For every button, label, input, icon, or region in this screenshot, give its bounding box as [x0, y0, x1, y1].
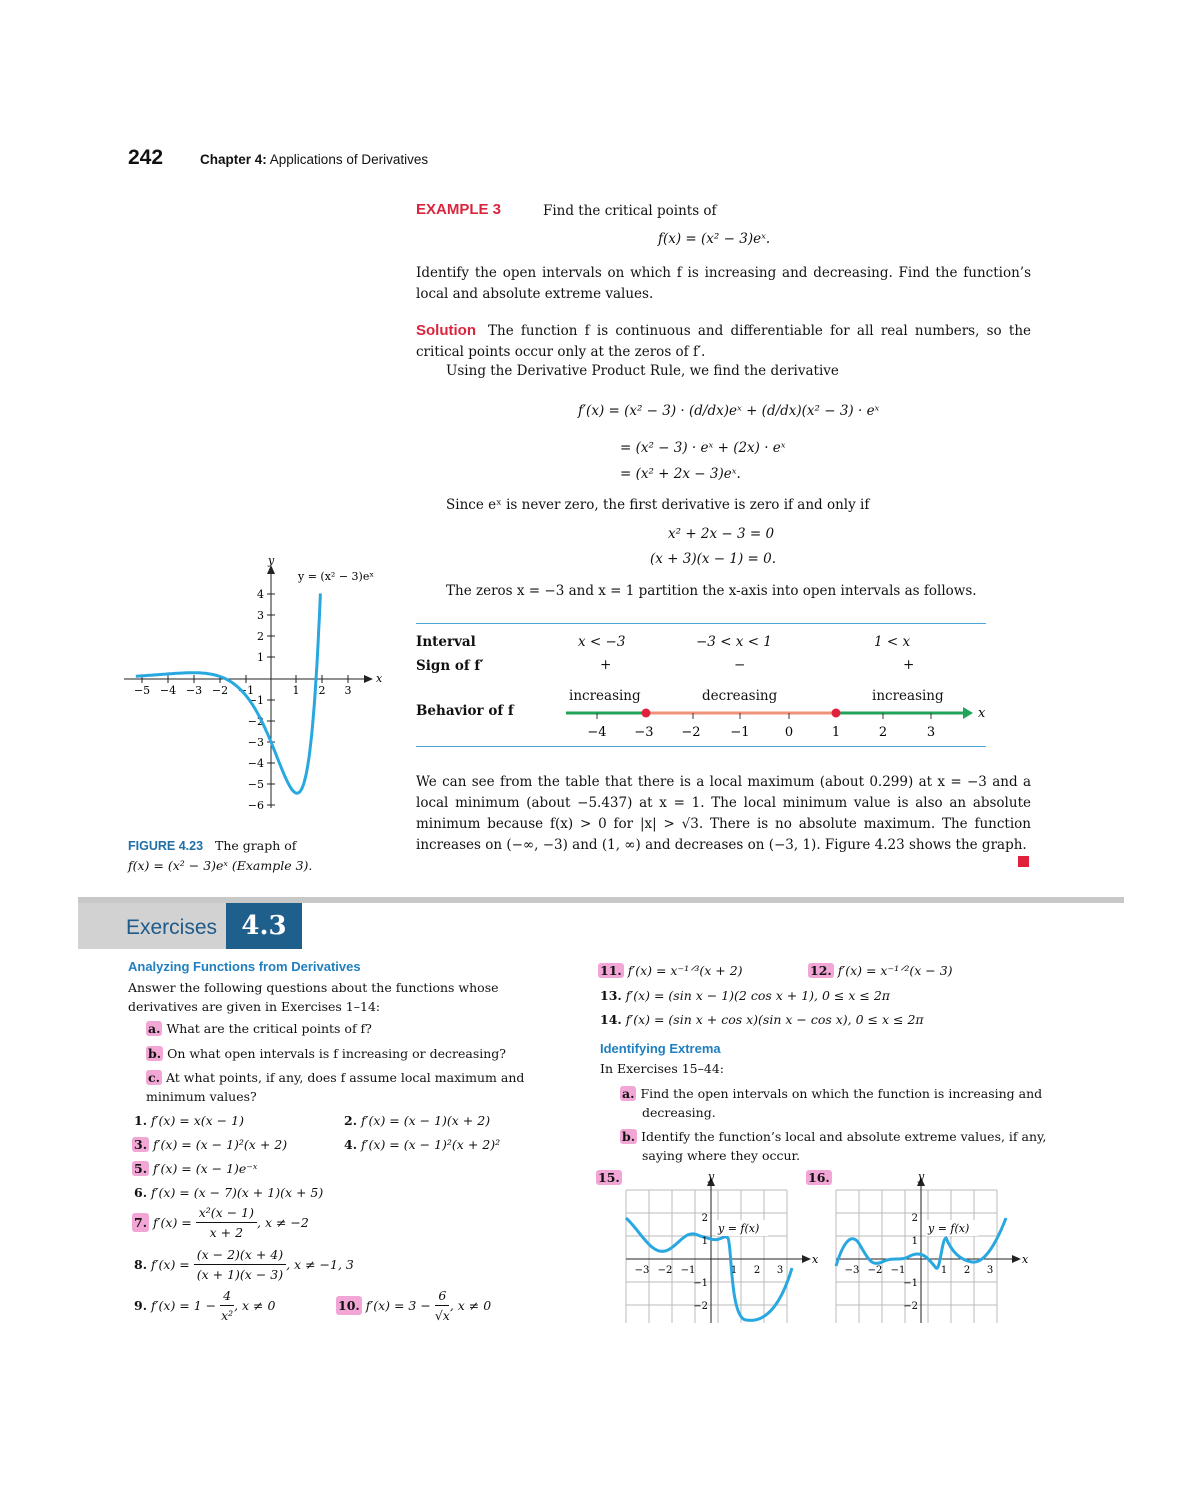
exercise-expression: f′(x) = (sin x + cos x)(sin x − cos x), 0 ≤ x ≤ 2π [625, 1012, 924, 1027]
tick-label: 1 [701, 1236, 708, 1247]
tick-label: −5 [247, 778, 264, 791]
tick-label: −2 [247, 715, 264, 728]
tick-label: 1 [730, 1265, 738, 1276]
example-task: Identify the open intervals on which f is increasing and decreasing. Find the function’s local and absolute extreme values. [416, 265, 1031, 302]
exercise-2 [344, 1111, 490, 1130]
exercise-14 [600, 1010, 924, 1029]
tick-label: 2 [963, 1265, 971, 1276]
fraction [220, 1286, 234, 1325]
y-axis-label: y [268, 558, 275, 567]
exercise-number: 11. [600, 963, 622, 978]
exercise-number: 10. [338, 1298, 360, 1313]
denominator: √x [434, 1308, 450, 1323]
since-text: Since eˣ is never zero, the first derivative is zero if and only if [446, 497, 870, 513]
exercise-number: 5. [134, 1161, 148, 1176]
question-c-letter: c. [148, 1070, 160, 1085]
page-number: 242 [128, 146, 164, 169]
curve-label: y = f(x) [718, 1222, 760, 1235]
tick-label: −3 [634, 725, 654, 740]
x-tick-labels [845, 1265, 994, 1276]
tick-label: 1 [257, 651, 264, 664]
tick-label: −2 [693, 1301, 708, 1312]
table-label-interval: Interval [416, 634, 476, 650]
exercise-expression: f′(x) = (x − 1)²(x + 2) [153, 1137, 288, 1152]
exercise-3 [132, 1135, 287, 1154]
exercise-expression: f′(x) = (x − 1)e⁻ˣ [153, 1161, 258, 1176]
chapter-label: Chapter 4: [200, 152, 267, 167]
axis-arrow-icon [963, 707, 973, 719]
behavior-1: increasing [569, 688, 641, 704]
exercise-10 [336, 1286, 491, 1325]
fraction [435, 1286, 450, 1325]
exercise-number: 1. [134, 1113, 148, 1128]
figure-caption [128, 836, 358, 875]
exercise-5 [132, 1159, 257, 1178]
tick-label: 3 [257, 609, 264, 622]
interval-3: 1 < x [874, 634, 911, 650]
exercise-expression: f′(x) = x(x − 1) [151, 1113, 244, 1128]
exercise-11 [598, 961, 743, 980]
tick-label: −2 [657, 1265, 673, 1276]
example-intro: Find the critical points of [543, 203, 717, 219]
example-function: f(x) = (x² − 3)eˣ. [658, 231, 771, 247]
tick-label: −2 [681, 725, 701, 740]
exercise-8 [134, 1245, 354, 1284]
exercise-expression: f′(x) = (sin x − 1)(2 cos x + 1), 0 ≤ x ≤ 2π [625, 988, 891, 1003]
table-label-behavior: Behavior of f [416, 703, 514, 719]
solution-label: Solution [416, 322, 476, 339]
exercise-number: 15. [598, 1170, 620, 1185]
exercise-expression: f′(x) = x⁻¹ᐟ³(x + 2) [627, 963, 743, 978]
numerator: 6 [435, 1286, 449, 1306]
tick-label: −1 [693, 1278, 708, 1289]
exercise-condition: , x ≠ −2 [257, 1215, 309, 1230]
x-tick-labels [635, 1265, 784, 1276]
sign-2: − [734, 657, 746, 673]
exercise-condition: , x ≠ −1, 3 [286, 1257, 354, 1272]
exercise-expression: f′(x) = (x − 1)(x + 2) [361, 1113, 491, 1128]
figure-caption-formula: f(x) = (x² − 3)eˣ (Example 3). [128, 858, 313, 873]
tick-label: 0 [784, 725, 794, 740]
exercise-4 [344, 1135, 500, 1154]
tick-label: −1 [247, 694, 264, 707]
exercise-15-label [596, 1168, 622, 1187]
exercise-number: 3. [134, 1137, 148, 1152]
question-b [146, 1044, 506, 1063]
section-2-title: Identifying Extrema [600, 1041, 721, 1056]
chapter-name: Applications of Derivatives [269, 152, 429, 167]
exercise-number: 14. [600, 1012, 622, 1027]
exercise-1 [134, 1111, 244, 1130]
question-c [146, 1068, 558, 1106]
tick-label: −2 [867, 1265, 883, 1276]
tick-label: 3 [776, 1265, 784, 1276]
derivative-line-2: = (x² − 3) · eˣ + (2x) · eˣ [620, 440, 786, 456]
tick-label: −2 [903, 1301, 918, 1312]
tick-label: −3 [844, 1265, 860, 1276]
derivative-line-3: = (x² + 2x − 3)eˣ. [620, 466, 741, 482]
tick-label: 1 [292, 684, 300, 697]
exercise-lhs: f′(x) = [153, 1215, 192, 1230]
question-b-text: On what open intervals is f increasing or decreasing? [167, 1046, 507, 1061]
exercises-number: 4.3 [226, 903, 302, 949]
exercises-title: Exercises [126, 916, 218, 939]
question-b-letter: b. [148, 1046, 162, 1061]
y-axis-label: y [918, 1170, 925, 1183]
exercise-number: 8. [134, 1257, 148, 1272]
tick-label: 3 [926, 725, 936, 740]
tick-label: −1 [890, 1265, 906, 1276]
exercise-number: 13. [600, 988, 622, 1003]
exercise-number: 16. [808, 1170, 830, 1185]
tick-label: −3 [185, 684, 203, 697]
fraction [194, 1245, 286, 1284]
critical-point-1 [832, 709, 841, 718]
x-axis-arrow-icon [364, 675, 373, 683]
denominator: x² [221, 1308, 234, 1323]
fraction [196, 1203, 257, 1242]
tick-label: −1 [680, 1265, 696, 1276]
tick-label: −1 [903, 1278, 918, 1289]
question2-b [620, 1127, 1054, 1165]
exercise-number: 6. [134, 1185, 148, 1200]
zero-equation-2: (x + 3)(x − 1) = 0. [650, 551, 777, 567]
derivative-line-1: f′(x) = (x² − 3) · (d/dx)eˣ + (d/dx)(x² − 3) · eˣ [578, 403, 880, 419]
exercise-12 [808, 961, 953, 980]
conclusion-text: We can see from the table that there is a local maximum (about 0.299) at x = −3 and a local minimum (about −5.437) at x = 1. The local minimum value is also an absolute minimum because f(x) > 0 for |x| > √3. There is no absolute maximum. The function increases on (−∞, −3) and (1, ∞) and decreases on (−3, 1). Figure 4.23 shows the graph. [416, 774, 1031, 853]
sign-1: + [600, 657, 612, 673]
exercise-7 [132, 1203, 309, 1242]
tick-label: −1 [730, 725, 750, 740]
x-axis-label: x [376, 672, 383, 685]
tick-label: −4 [587, 725, 607, 740]
question2-a-letter: a. [622, 1086, 635, 1101]
exercise-number: 2. [344, 1113, 358, 1128]
solution-text: The function f is continuous and differentiable for all real numbers, so the critical points occur only at the zeros of f′. [416, 323, 1031, 360]
section-1-intro: Answer the following questions about the functions whose derivatives are given in Exercises 1–14: [128, 980, 499, 1014]
tick-label: −3 [634, 1265, 650, 1276]
exercise-9 [134, 1286, 275, 1325]
interval-2: −3 < x < 1 [696, 634, 772, 650]
x-axis-label: x [1022, 1253, 1029, 1266]
partition-text: The zeros x = −3 and x = 1 partition the x-axis into open intervals as follows. [446, 583, 977, 599]
numerator: x²(x − 1) [196, 1203, 257, 1223]
table-top-rule [416, 623, 986, 624]
sign-number-line [560, 700, 990, 744]
tick-label: 2 [257, 630, 264, 643]
exercise-number: 12. [810, 963, 832, 978]
example-label: EXAMPLE 3 [416, 201, 502, 218]
x-axis-arrow-icon [1012, 1255, 1021, 1263]
y-axis-label: y [708, 1170, 715, 1183]
tick-label: 1 [831, 725, 841, 740]
exercise-16-graph [830, 1168, 1030, 1328]
tick-label: 4 [257, 588, 264, 601]
question-a [146, 1019, 372, 1038]
exercise-condition: , x ≠ 0 [234, 1298, 276, 1313]
tick-label: 3 [986, 1265, 994, 1276]
figure-4-23-graph [118, 558, 398, 818]
exercise-expression: f′(x) = x⁻¹ᐟ²(x − 3) [837, 963, 953, 978]
tick-label: −1 [237, 684, 255, 697]
tick-label: 2 [753, 1265, 761, 1276]
critical-point-neg3 [642, 709, 651, 718]
behavior-2: decreasing [702, 688, 778, 704]
question-c-text: At what points, if any, does f assume local maximum and minimum values? [146, 1070, 525, 1104]
exercise-6 [134, 1183, 323, 1202]
exercise-number: 4. [344, 1137, 358, 1152]
tick-label: 2 [911, 1213, 918, 1224]
exercise-number: 9. [134, 1298, 148, 1313]
question-a-text: What are the critical points of f? [166, 1021, 372, 1036]
table-label-sign: Sign of f′ [416, 658, 484, 674]
figure-caption-label: FIGURE 4.23 [128, 839, 204, 853]
tick-label: −2 [211, 684, 229, 697]
curve-label: y = (x² − 3)eˣ [298, 570, 375, 583]
section-1-title: Analyzing Functions from Derivatives [128, 959, 361, 974]
figure-caption-text: The graph of [215, 838, 297, 853]
question2-b-letter: b. [622, 1129, 636, 1144]
table-bottom-rule [416, 746, 986, 747]
number-line-tick-labels [587, 725, 935, 740]
exercise-lhs: f′(x) = 3 − [365, 1298, 431, 1313]
tick-label: −4 [247, 757, 264, 770]
end-of-example-marker [1018, 856, 1029, 867]
curve-label: y = f(x) [928, 1222, 970, 1235]
question2-a [620, 1084, 1054, 1122]
tick-label: 3 [344, 684, 352, 697]
exercise-number: 7. [134, 1215, 148, 1230]
question2-b-text: Identify the function’s local and absolute extreme values, if any, saying where they occur. [641, 1129, 1047, 1163]
x-axis-arrow-icon [802, 1255, 811, 1263]
sign-3: + [903, 657, 915, 673]
numerator: (x − 2)(x + 4) [194, 1245, 286, 1265]
tick-label: 2 [878, 725, 888, 740]
chapter-title [200, 152, 428, 167]
denominator: x + 2 [209, 1225, 244, 1240]
tick-label: −4 [159, 684, 177, 697]
tick-label: 1 [940, 1265, 948, 1276]
tick-label: −6 [247, 799, 264, 812]
numerator: 4 [220, 1286, 234, 1306]
tick-label: −5 [133, 684, 151, 697]
exercise-lhs: f′(x) = [151, 1257, 190, 1272]
denominator: (x + 1)(x − 3) [196, 1267, 284, 1282]
exercise-15-graph [620, 1168, 820, 1328]
section-2-intro: In Exercises 15–44: [600, 1061, 724, 1076]
number-line-x-label: x [978, 706, 986, 721]
solution-paragraph [416, 320, 1031, 363]
tick-label: 2 [701, 1213, 708, 1224]
question-a-letter: a. [148, 1021, 161, 1036]
exercise-13 [600, 986, 890, 1005]
exercise-lhs: f′(x) = 1 − [151, 1298, 217, 1313]
x-axis-label: x [812, 1253, 819, 1266]
product-rule-text: Using the Derivative Product Rule, we find the derivative [446, 363, 839, 379]
interval-1: x < −3 [578, 634, 626, 650]
exercise-condition: , x ≠ 0 [449, 1298, 492, 1313]
tick-label: 1 [911, 1236, 918, 1247]
tick-label: 2 [318, 684, 326, 697]
exercise-expression: f′(x) = (x − 1)²(x + 2)² [361, 1137, 501, 1152]
graph-ticks [142, 594, 348, 805]
zero-equation-1: x² + 2x − 3 = 0 [668, 526, 775, 542]
exercise-expression: f′(x) = (x − 7)(x + 1)(x + 5) [151, 1185, 324, 1200]
question2-a-text: Find the open intervals on which the function is increasing and decreasing. [640, 1086, 1043, 1120]
tick-label: −3 [247, 736, 264, 749]
behavior-3: increasing [872, 688, 944, 704]
